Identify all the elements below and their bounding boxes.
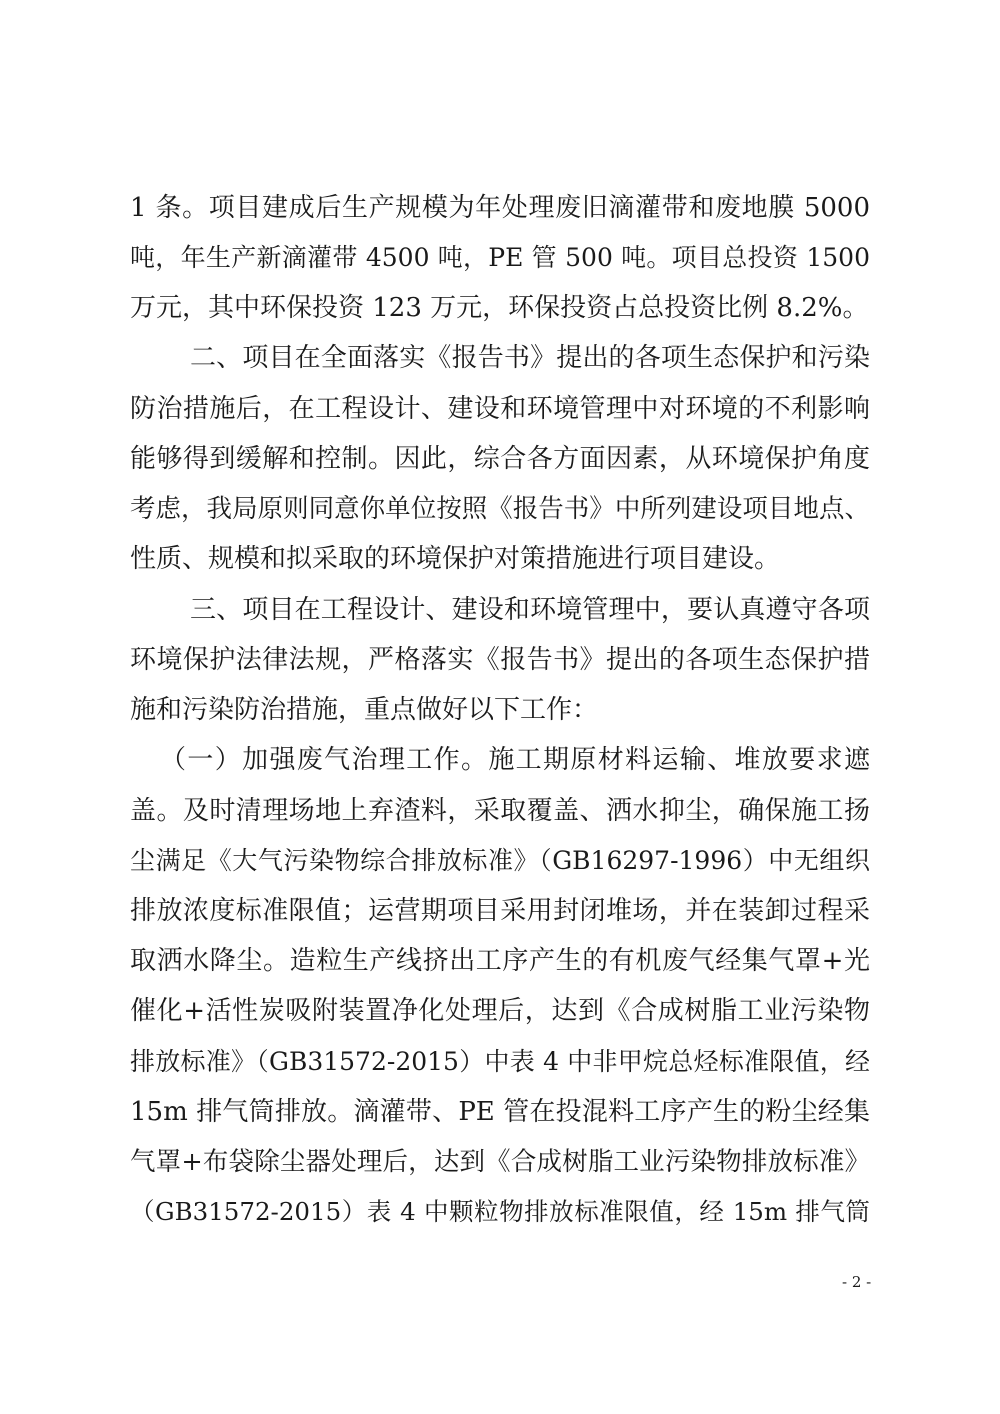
text-line: 排放标准》（GB31572-2015）中表 4 中非甲烷总烃标准限值，经	[130, 1047, 870, 1076]
text-line: 盖。及时清理场地上弃渣料，采取覆盖、洒水抑尘，确保施工扬	[130, 796, 870, 826]
text-line: 取洒水降尘。造粒生产线挤出工序产生的有机废气经集气罩+光	[130, 946, 870, 976]
text-line: 环境保护法律法规，严格落实《报告书》提出的各项生态保护措	[130, 645, 870, 675]
paragraph-start-line: 二、项目在全面落实《报告书》提出的各项生态保护和污染	[190, 343, 870, 373]
text-line: 气罩+布袋除尘器处理后，达到《合成树脂工业污染物排放标准》	[130, 1147, 870, 1177]
text-line: （GB31572-2015）表 4 中颗粒物排放标准限值，经 15m 排气筒	[130, 1197, 870, 1226]
text-line: 防治措施后，在工程设计、建设和环境管理中对环境的不利影响	[130, 394, 870, 424]
text-line: 性质、规模和拟采取的环境保护对策措施进行项目建设。	[130, 544, 781, 574]
text-line: 1 条。项目建成后生产规模为年处理废旧滴灌带和废地膜 5000	[130, 193, 870, 223]
text-line: 考虑，我局原则同意你单位按照《报告书》中所列建设项目地点、	[130, 494, 870, 524]
text-line: 排放浓度标准限值；运营期项目采用封闭堆场，并在装卸过程采	[130, 896, 870, 926]
text-line: 施和污染防治措施，重点做好以下工作：	[130, 695, 599, 725]
text-line: 尘满足《大气污染物综合排放标准》（GB16297-1996）中无组织	[130, 846, 870, 875]
paragraph-start-line: （一）加强废气治理工作。施工期原材料运输、堆放要求遮	[160, 745, 870, 775]
paragraph-start-line: 三、项目在工程设计、建设和环境管理中，要认真遵守各项	[190, 595, 870, 625]
text-line: 催化+活性炭吸附装置净化处理后，达到《合成树脂工业污染物	[130, 996, 870, 1026]
text-line: 万元，其中环保投资 123 万元，环保投资占总投资比例 8.2%。	[130, 293, 869, 323]
text-line: 能够得到缓解和控制。因此，综合各方面因素，从环境保护角度	[130, 444, 870, 474]
text-line: 15m 排气筒排放。滴灌带、PE 管在投混料工序产生的粉尘经集	[130, 1097, 870, 1127]
page-number: - 2 -	[842, 1273, 872, 1291]
text-line: 吨，年生产新滴灌带 4500 吨，PE 管 500 吨。项目总投资 1500	[130, 243, 870, 272]
